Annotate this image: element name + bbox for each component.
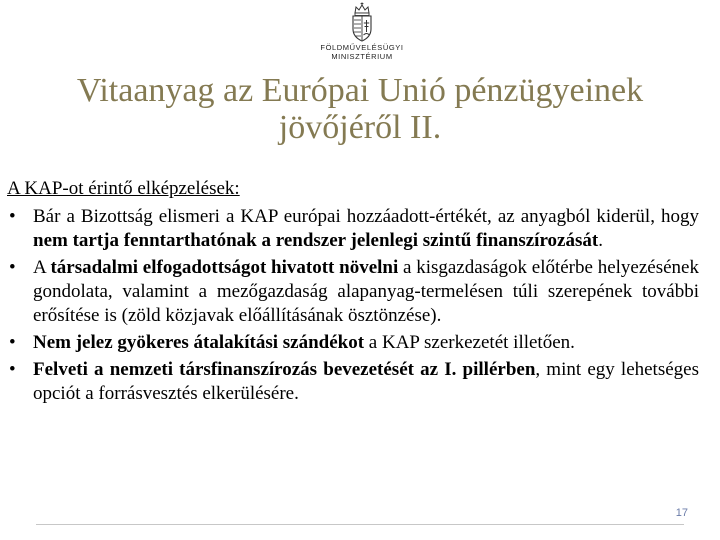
bullet-text: A: [33, 257, 51, 278]
section-subheading: A KAP-ot érintő elképzelések:: [7, 178, 240, 199]
bullet-text: .: [598, 230, 603, 251]
bullet-list: [7, 205, 699, 409]
slide-title: [20, 72, 700, 146]
slide-title-line-2: jövőjéről II.: [278, 109, 442, 146]
bullet-bold-text: társadalmi elfogadottságot hivatott növelni: [50, 257, 399, 278]
bullet-bold-text: Nem jelez gyökeres átalakítási szándékot: [33, 332, 365, 353]
bullet-dot: •: [9, 332, 16, 353]
logo-text-line-2: MINISZTÉRIUM: [331, 52, 393, 61]
bullet-bold-text: Felveti a nemzeti társfinanszírozás bevezetését az I. pillérben: [33, 359, 536, 380]
bullet-dot: •: [9, 206, 16, 227]
bullet-item-4: [7, 358, 699, 406]
ministry-logo: [320, 2, 404, 61]
slide-title-line-1: Vitaanyag az Európai Unió pénzügyeinek: [76, 72, 644, 109]
hungarian-coat-of-arms-icon: [347, 2, 377, 42]
page-number: 17: [675, 507, 688, 519]
bullet-bold-text: nem tartja fenntarthatónak a rendszer jelenlegi szintű finanszírozását: [33, 230, 599, 251]
bullet-text: , mint egy lehetséges opciót a forrásvesztés elkerülésére.: [33, 359, 699, 404]
bullet-text: a KAP szerkezetét illetően.: [364, 332, 575, 353]
bullet-item-1: [7, 205, 699, 253]
bullet-text: a kisgazdaságok előtérbe helyezésének gondolata, valamint a mezőgazdaság alapanyag-termelésen túli szerepének további erősítése is (zöld közjavak előállításának ösztönzése).: [33, 257, 699, 326]
footer-divider: [36, 524, 684, 525]
bullet-text: Bár a Bizottság elismeri a KAP európai hozzáadott-értékét, az anyagból kiderül, hogy: [33, 206, 699, 227]
bullet-item-3: [7, 331, 699, 355]
bullet-dot: •: [9, 257, 16, 278]
bullet-item-2: [7, 256, 699, 328]
bullet-dot: •: [9, 359, 16, 380]
logo-text-line-1: FÖLDMŰVELÉSÜGYI: [320, 43, 404, 52]
